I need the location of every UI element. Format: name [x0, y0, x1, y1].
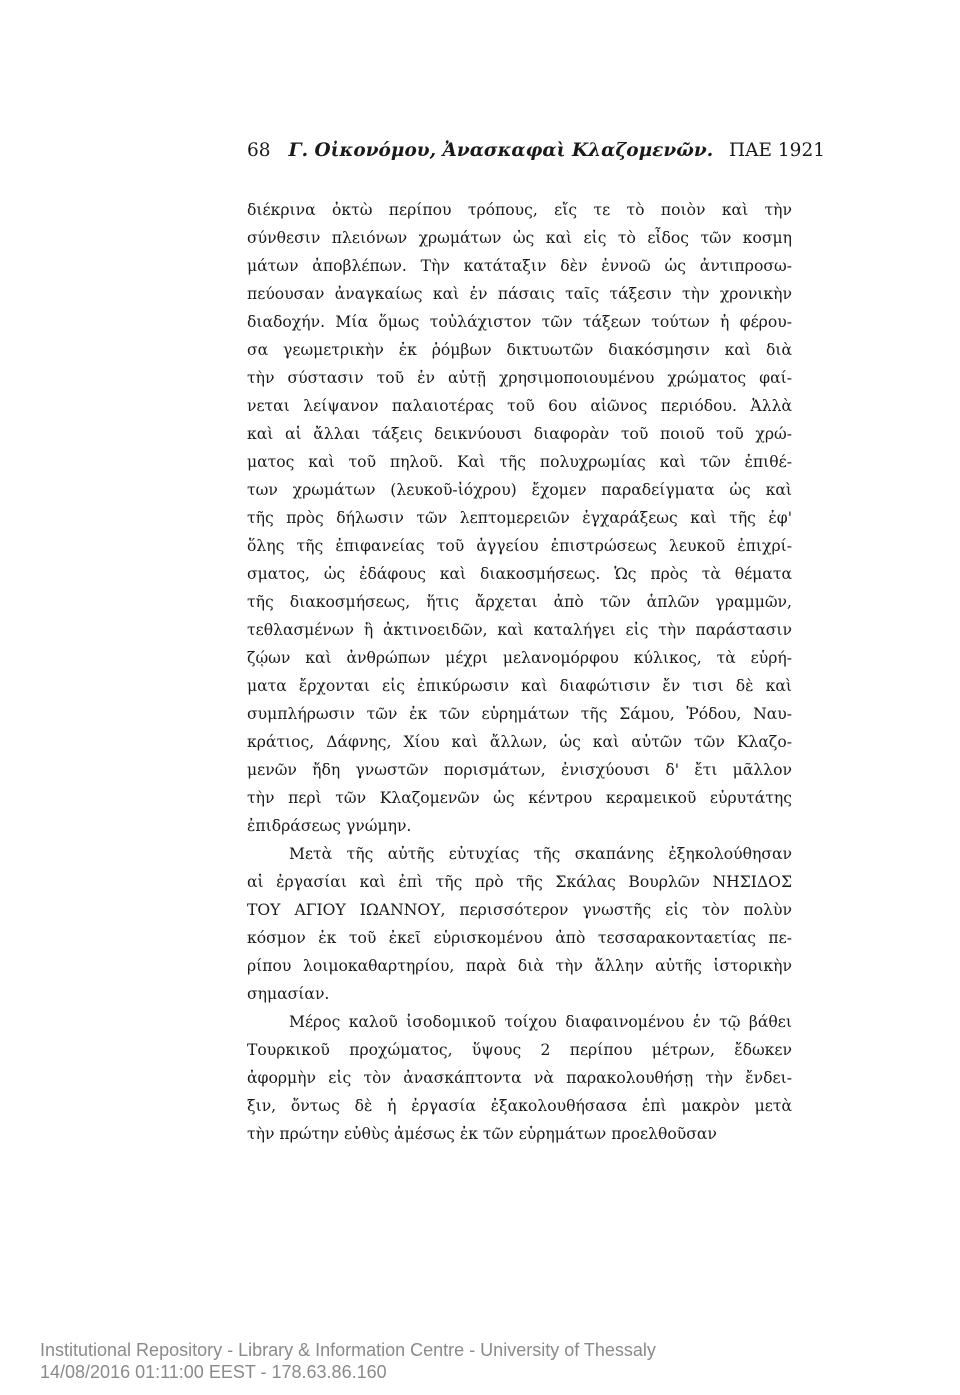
text-line: κόσμον ἐκ τοῦ ἐκεῖ εὑρισκομένου ἀπὸ τεσσαρακονταετίας πε- [247, 929, 792, 947]
text-line: τὴν σύστασιν τοῦ ἐν αὐτῇ χρησιμοποιουμένου χρώματος φαί- [247, 369, 792, 387]
text-line: Μέρος καλοῦ ἰσοδομικοῦ τοίχου διαφαινομένου ἐν τῷ βάθει [289, 1013, 792, 1031]
text-line: διέκρινα ὀκτὼ περίπου τρόπους, εἴς τε τὸ ποιὸν καὶ τὴν [247, 201, 792, 219]
journal-reference: ΠΑΕ 1921 [729, 140, 825, 161]
text-line: Τουρκικοῦ προχώματος, ὕψους 2 περίπου μέτρων, ἔδωκεν [247, 1041, 792, 1059]
text-line: τῆς πρὸς δήλωσιν τῶν λεπτομερειῶν ἐγχαράξεως καὶ τῆς ἐφ' [247, 509, 792, 527]
text-line: τὴν πρώτην εὐθὺς ἀμέσως ἐκ τῶν εὑρημάτων προελθοῦσαν [247, 1125, 717, 1143]
text-line: συμπλήρωσιν τῶν ἐκ τῶν εὑρημάτων τῆς Σάμου, Ῥόδου, Ναυ- [247, 705, 792, 723]
text-line: ΤΟΥ ΑΓΙΟΥ ΙΩΑΝΝΟΥ, περισσότερον γνωστῆς εἰς τὸν πολὺν [247, 901, 792, 919]
text-line: τὴν περὶ τῶν Κλαζομενῶν ὡς κέντρου κεραμεικοῦ εὐρυτάτης [247, 789, 792, 807]
text-line: καὶ αἱ ἄλλαι τάξεις δεικνύουσι διαφορὰν τοῦ ποιοῦ τοῦ χρώ- [247, 425, 792, 443]
text-line: ὅλης τῆς ἐπιφανείας τοῦ ἀγγείου ἐπιστρώσεως λευκοῦ ἐπιχρί- [247, 537, 792, 555]
text-line: μάτων ἀποβλέπων. Τὴν κατάταξιν δὲν ἐννοῶ ὡς ἀντιπροσω- [247, 257, 792, 275]
text-line: σύνθεσιν πλειόνων χρωμάτων ὡς καὶ εἰς τὸ εἶδος τῶν κοσμη [247, 229, 792, 247]
text-line: αἱ ἐργασίαι καὶ ἐπὶ τῆς πρὸ τῆς Σκάλας Βουρλῶν ΝΗΣΙΔΟΣ [247, 873, 792, 891]
running-header [247, 138, 825, 164]
text-line: τῆς διακοσμήσεως, ἥτις ἄρχεται ἀπὸ τῶν ἁπλῶν γραμμῶν, [247, 593, 792, 611]
access-timestamp: 14/08/2016 01:11:00 EEST - 178.63.86.160 [40, 1362, 387, 1382]
text-line: ρίπου λοιμοκαθαρτηρίου, παρὰ διὰ τὴν ἄλλην αὐτῆς ἱστορικὴν [247, 957, 792, 975]
text-line: μενῶν ἤδη γνωστῶν πορισμάτων, ἐνισχύουσι δ' ἔτι μᾶλλον [247, 761, 792, 779]
text-line: σα γεωμετρικὴν ἐκ ῥόμβων δικτυωτῶν διακόσμησιν καὶ διὰ [247, 341, 792, 359]
repository-footer: Institutional Repository - Library & Information Centre - University of Thessaly [40, 1340, 656, 1360]
text-line: ματα ἔρχονται εἰς ἐπικύρωσιν καὶ διαφώτισιν ἔν τισι δὲ καὶ [247, 677, 792, 695]
text-line: ἀφορμὴν εἰς τὸν ἀνασκάπτοντα νὰ παρακολουθήσῃ τὴν ἔνδει- [247, 1069, 792, 1087]
text-line: ξιν, ὄντως δὲ ἡ ἐργασία ἐξακολουθήσασα ἐπὶ μακρὸν μετὰ [247, 1097, 792, 1115]
text-line: κράτιος, Δάφνης, Χίου καὶ ἄλλων, ὡς καὶ αὐτῶν τῶν Κλαζο- [247, 733, 792, 751]
page-number: 68 [247, 140, 271, 161]
text-line: των χρωμάτων (λευκοῦ-ἰόχρου) ἔχομεν παραδείγματα ὡς καὶ [247, 481, 792, 499]
text-line: ματος καὶ τοῦ πηλοῦ. Καὶ τῆς πολυχρωμίας καὶ τῶν ἐπιθέ- [247, 453, 792, 471]
text-line: νεται λείψανον παλαιοτέρας τοῦ 6ου αἰῶνος περιόδου. Ἀλλὰ [247, 397, 792, 415]
text-line: πεύουσαν ἀναγκαίως καὶ ἐν πάσαις ταῖς τάξεσιν τὴν χρονικὴν [247, 285, 792, 303]
text-line: σματος, ὡς ἐδάφους καὶ διακοσμήσεως. Ὡς πρὸς τὰ θέματα [247, 565, 792, 583]
text-line: Μετὰ τῆς αὐτῆς εὐτυχίας τῆς σκαπάνης ἐξηκολούθησαν [289, 845, 792, 863]
text-line: ἐπιδράσεως γνώμην. [247, 817, 412, 835]
text-line: σημασίαν. [247, 985, 330, 1003]
author-title: Γ. Οἰκονόμου, Ἀνασκαφαὶ Κλαζομενῶν. [288, 140, 714, 161]
text-line: διαδοχήν. Μία ὅμως τοὐλάχιστον τῶν τάξεων τούτων ἡ φέρου- [247, 313, 792, 331]
text-line: τεθλασμένων ἢ ἀκτινοειδῶν, καὶ καταλήγει εἰς τὴν παράστασιν [247, 621, 792, 639]
body-text [247, 196, 792, 1148]
text-line: ζῴων καὶ ἀνθρώπων μέχρι μελανομόρφου κύλικος, τὰ εὑρή- [247, 649, 792, 667]
